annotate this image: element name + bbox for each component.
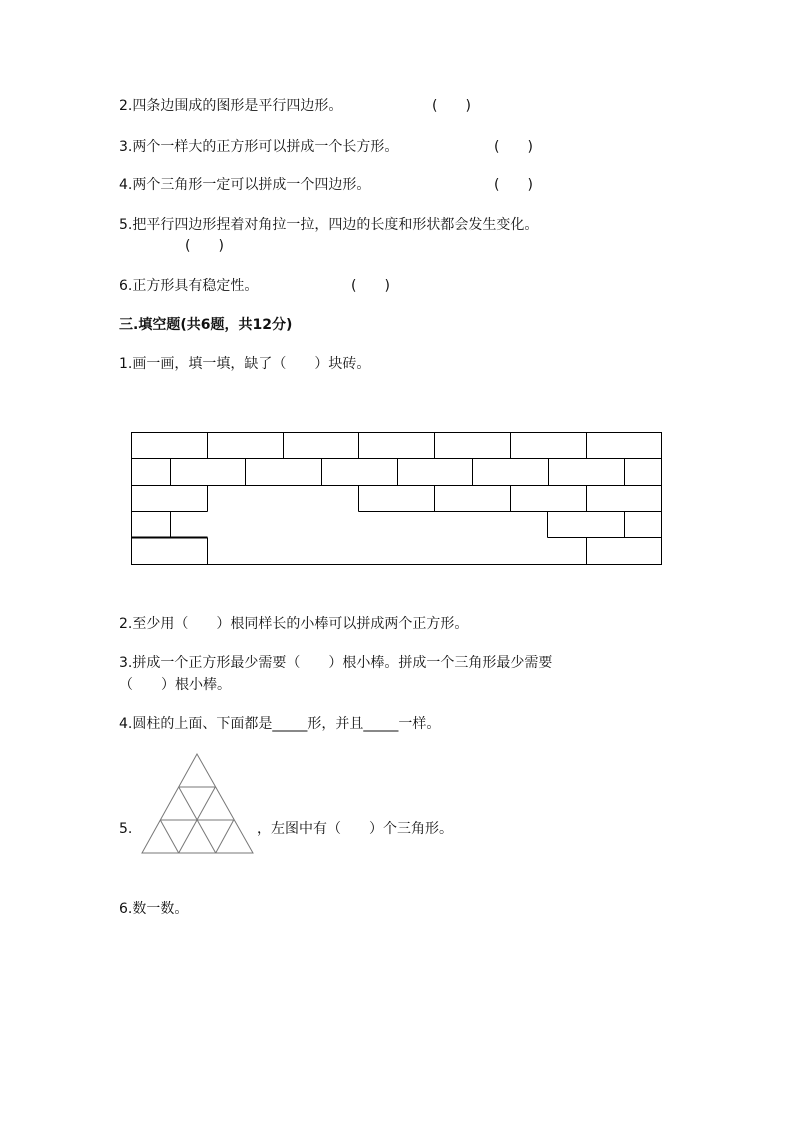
brick-wall-figure — [130, 431, 664, 567]
judge-q5-answer-paren[interactable]: ( ) — [185, 238, 224, 254]
section-title-fill-in: 三.填空题(共6题，共12分) — [119, 317, 293, 333]
judge-q2-answer-paren[interactable]: ( ) — [432, 98, 471, 114]
judge-q6-text: 6.正方形具有稳定性。 — [119, 278, 259, 294]
fill-q3-text-line2: （ ）根小棒。 — [119, 677, 231, 693]
fill-q1-text: 1.画一画，填一填，缺了（ ）块砖。 — [119, 356, 371, 372]
fill-q2-text: 2.至少用（ ）根同样长的小棒可以拼成两个正方形。 — [119, 616, 469, 632]
judge-q5-text: 5.把平行四边形捏着对角拉一拉，四边的长度和形状都会发生变化。 — [119, 217, 539, 233]
judge-q3-text: 3.两个一样大的正方形可以拼成一个长方形。 — [119, 139, 399, 155]
judge-q4-text: 4.两个三角形一定可以拼成一个四边形。 — [119, 177, 371, 193]
fill-q6-text: 6.数一数。 — [119, 901, 189, 917]
judge-q2-text: 2.四条边围成的图形是平行四边形。 — [119, 98, 343, 114]
judge-q3-answer-paren[interactable]: ( ) — [494, 139, 533, 155]
fill-q4-text: 4.圆柱的上面、下面都是_____形，并且_____一样。 — [119, 716, 441, 732]
fill-q5-number: 5. — [119, 821, 133, 837]
triangle-grid-figure — [140, 752, 258, 856]
fill-q5-text: ，左图中有（ ）个三角形。 — [257, 821, 453, 837]
judge-q6-answer-paren[interactable]: ( ) — [351, 278, 390, 294]
fill-q3-text-line1: 3.拼成一个正方形最少需要（ ）根小棒。拼成一个三角形最少需要 — [119, 655, 553, 671]
judge-q4-answer-paren[interactable]: ( ) — [494, 177, 533, 193]
